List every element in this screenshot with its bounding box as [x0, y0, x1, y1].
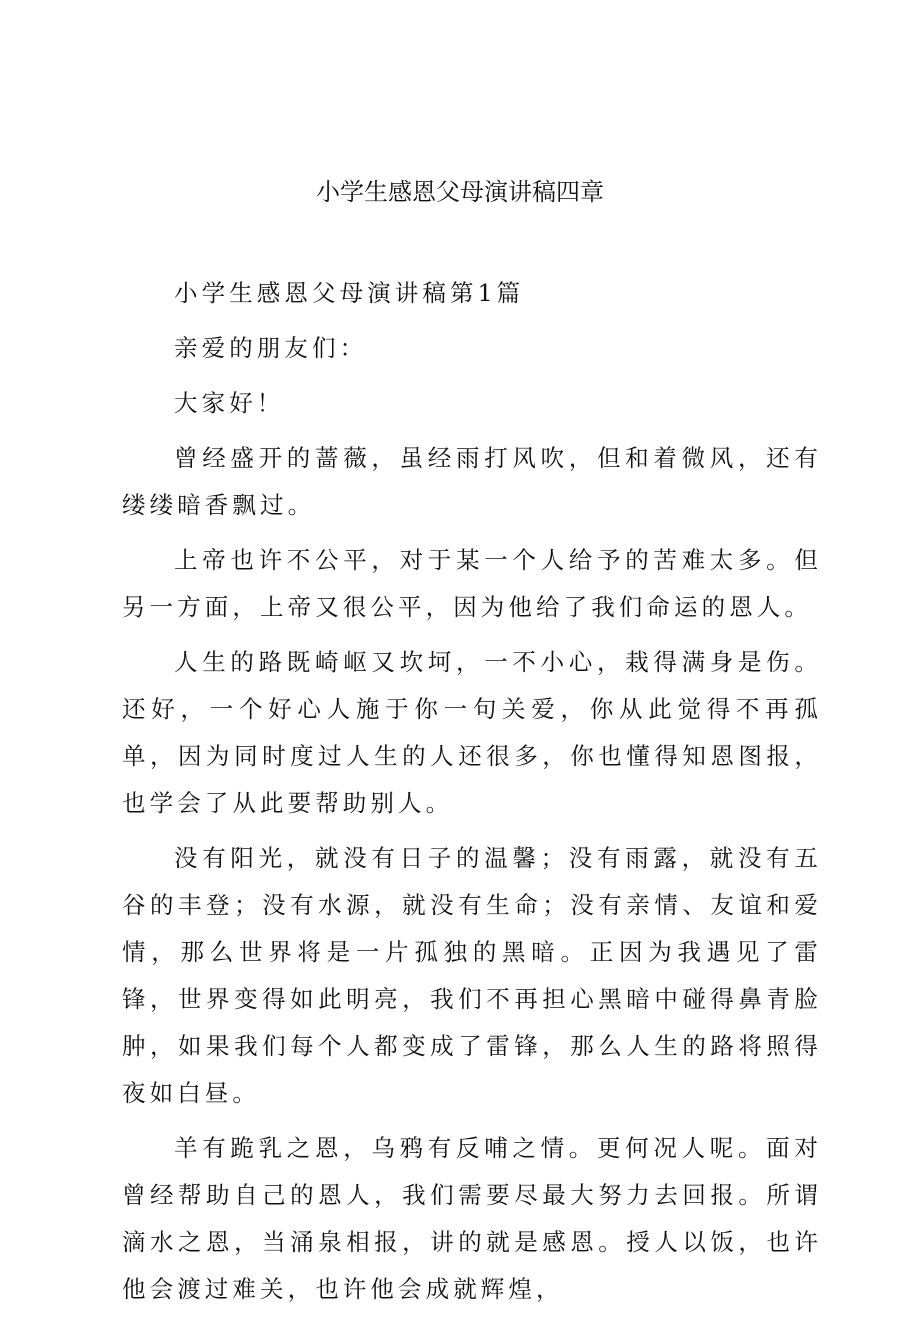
paragraph-salutation: 亲爱的朋友们：	[174, 334, 368, 362]
paragraph: 人生的路既崎岖又坎坷，一不小心，栽得满身是伤。还好，一个好心人施于你一句关爱，你从此觉得不再孤单，因为同时度过人生的人还很多，你也懂得知恩图报，也学会了从此要帮助别人。	[122, 648, 822, 817]
paragraph: 没有阳光，就没有日子的温馨；没有雨露，就没有五谷的丰登；没有水源，就没有生命；没有亲情、友谊和爱情，那么世界将是一片孤独的黑暗。正因为我遇见了雷锋，世界变得如此明亮，我们不再担心黑暗中碰得鼻青脸肿，如果我们每个人都变成了雷锋，那么人生的路将照得夜如白昼。	[122, 844, 822, 1107]
document-title: 小学生感恩父母演讲稿四章	[316, 178, 604, 206]
paragraph: 羊有跪乳之恩，乌鸦有反哺之情。更何况人呢。面对曾经帮助自己的恩人，我们需要尽最大努力去回报。所谓滴水之恩，当涌泉相报，讲的就是感恩。授人以饭，也许他会渡过难关，也许他会成就辉煌，	[122, 1134, 822, 1303]
paragraph: 曾经盛开的蔷薇，虽经雨打风吹，但和着微风，还有缕缕暗香飘过。	[122, 444, 822, 519]
paragraph-greeting: 大家好！	[174, 389, 285, 417]
paragraph: 上帝也许不公平，对于某一个人给予的苦难太多。但另一方面，上帝又很公平，因为他给了我们命运的恩人。	[122, 546, 822, 621]
document-body	[122, 270, 822, 1321]
paragraph-subtitle: 小学生感恩父母演讲稿第1篇	[174, 279, 525, 307]
